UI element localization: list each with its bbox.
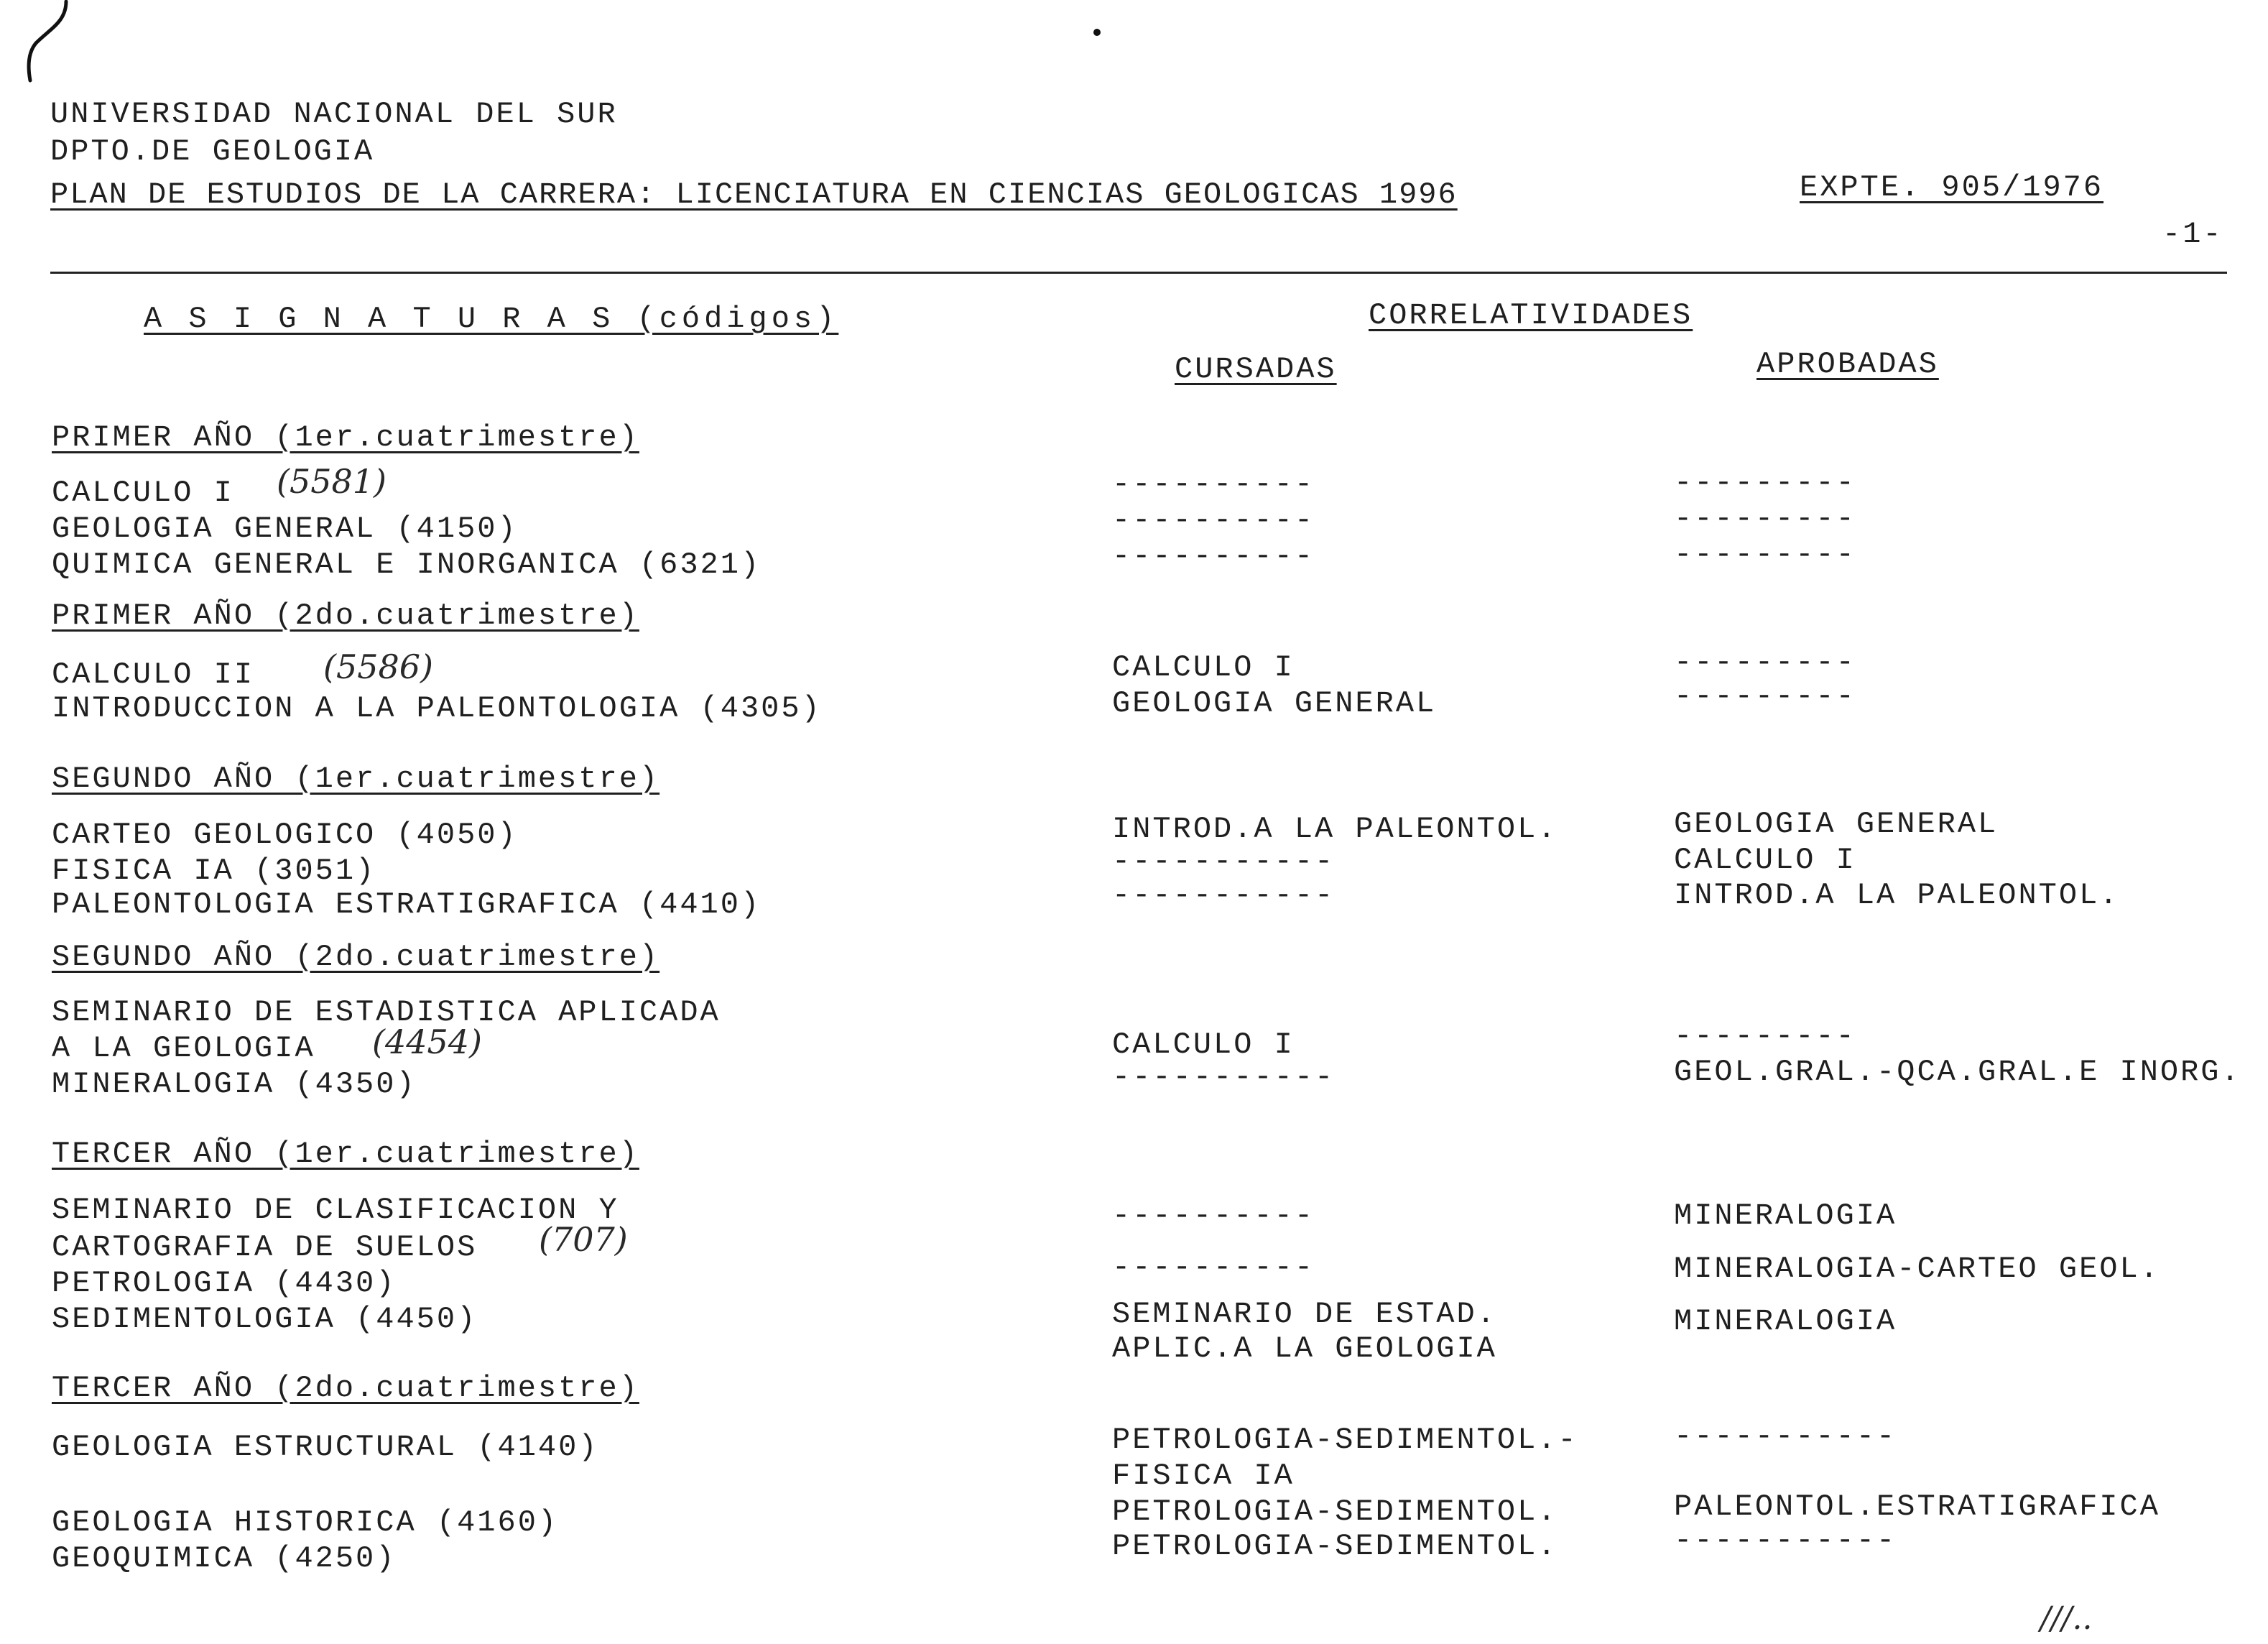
subject-name: CALCULO II: [52, 657, 255, 692]
aprobadas-cell: ---------: [1674, 537, 1856, 572]
aprobadas-cell: ---------: [1674, 1019, 1856, 1053]
subject-name: GEOLOGIA HISTORICA (4160): [52, 1505, 559, 1540]
subject-name-continued: A LA GEOLOGIA: [52, 1031, 315, 1066]
aprobadas-cell: INTROD.A LA PALEONTOL.: [1674, 878, 2120, 913]
subject-name: MINERALOGIA (4350): [52, 1067, 417, 1102]
aprobadas-cell: ---------: [1674, 502, 1856, 536]
handwritten-code: (707): [539, 1220, 628, 1259]
handwritten-code: (4454): [372, 1022, 482, 1061]
header-rule: [50, 272, 2227, 274]
aprobadas-cell: ---------: [1674, 679, 1856, 714]
cursadas-cell: CALCULO I: [1112, 1028, 1295, 1062]
aprobadas-cell: GEOLOGIA GENERAL: [1674, 807, 1999, 841]
subject-name-continued: CARTOGRAFIA DE SUELOS: [52, 1230, 478, 1265]
handwritten-code: (5586): [323, 647, 433, 686]
subject-name: QUIMICA GENERAL E INORGANICA (6321): [52, 548, 762, 582]
cursadas-cell: INTROD.A LA PALEONTOL.: [1112, 812, 1558, 846]
handwritten-code: (5581): [277, 462, 387, 501]
cursadas-cell: -----------: [1112, 878, 1336, 913]
page-number: -1-: [2162, 217, 2223, 251]
university-name: UNIVERSIDAD NACIONAL DEL SUR: [50, 97, 618, 131]
expediente-number: EXPTE. 905/1976: [1800, 170, 2104, 205]
section-title: TERCER AÑO (1er.cuatrimestre): [52, 1137, 639, 1171]
ink-dot: [1092, 27, 1102, 37]
subjects-column-header: A S I G N A T U R A S (códigos): [144, 302, 839, 336]
handwritten-stroke-mark: [22, 0, 79, 86]
section-title: SEGUNDO AÑO (1er.cuatrimestre): [52, 762, 660, 796]
subject-name: SEDIMENTOLOGIA (4450): [52, 1302, 478, 1336]
section-title: TERCER AÑO (2do.cuatrimestre): [52, 1371, 639, 1405]
section-title: PRIMER AÑO (2do.cuatrimestre): [52, 599, 639, 633]
subject-name: GEOLOGIA GENERAL (4150): [52, 512, 518, 546]
subject-name: PALEONTOLOGIA ESTRATIGRAFICA (4410): [52, 887, 762, 922]
subject-name: CALCULO I: [52, 476, 234, 510]
cursadas-cell: ----------: [1112, 539, 1315, 573]
continuation-mark: ///..: [2040, 1600, 2093, 1637]
cursadas-cell: ----------: [1112, 467, 1315, 502]
aprobadas-cell: -----------: [1674, 1523, 1897, 1558]
aprobadas-cell: MINERALOGIA: [1674, 1304, 1897, 1339]
cursadas-header: CURSADAS: [1175, 352, 1337, 387]
cursadas-cell: -----------: [1112, 1060, 1336, 1094]
cursadas-cell: ----------: [1112, 503, 1315, 537]
aprobadas-cell: ---------: [1674, 645, 1856, 680]
cursadas-cell: PETROLOGIA-SEDIMENTOL.: [1112, 1495, 1558, 1529]
cursadas-cell: CALCULO I: [1112, 650, 1295, 685]
aprobadas-cell: -----------: [1674, 1419, 1897, 1454]
cursadas-cell: -----------: [1112, 844, 1336, 879]
cursadas-cell: PETROLOGIA-SEDIMENTOL.: [1112, 1529, 1558, 1564]
subject-name: PETROLOGIA (4430): [52, 1266, 397, 1301]
subject-name: GEOLOGIA ESTRUCTURAL (4140): [52, 1430, 599, 1464]
aprobadas-cell: ---------: [1674, 466, 1856, 500]
cursadas-cell-continued: FISICA IA: [1112, 1459, 1295, 1493]
subject-name: INTRODUCCION A LA PALEONTOLOGIA (4305): [52, 691, 822, 726]
subject-name: FISICA IA (3051): [52, 854, 376, 888]
correlatividades-header: CORRELATIVIDADES: [1369, 298, 1693, 333]
subject-name: SEMINARIO DE ESTADISTICA APLICADA: [52, 995, 721, 1030]
department-name: DPTO.DE GEOLOGIA: [50, 134, 375, 169]
aprobadas-cell: MINERALOGIA: [1674, 1199, 1897, 1233]
cursadas-cell: GEOLOGIA GENERAL: [1112, 686, 1437, 721]
cursadas-cell: ----------: [1112, 1250, 1315, 1285]
section-title: PRIMER AÑO (1er.cuatrimestre): [52, 420, 639, 455]
cursadas-cell: SEMINARIO DE ESTAD.: [1112, 1297, 1497, 1331]
subject-name: CARTEO GEOLOGICO (4050): [52, 818, 518, 852]
aprobadas-cell: PALEONTOL.ESTRATIGRAFICA: [1674, 1490, 2160, 1524]
aprobadas-cell: CALCULO I: [1674, 843, 1856, 877]
aprobadas-header: APROBADAS: [1756, 347, 1939, 382]
aprobadas-cell: MINERALOGIA-CARTEO GEOL.: [1674, 1252, 2160, 1286]
cursadas-cell-continued: APLIC.A LA GEOLOGIA: [1112, 1331, 1497, 1366]
subject-name: GEOQUIMICA (4250): [52, 1541, 397, 1576]
section-title: SEGUNDO AÑO (2do.cuatrimestre): [52, 940, 660, 974]
cursadas-cell: PETROLOGIA-SEDIMENTOL.-: [1112, 1423, 1578, 1457]
cursadas-cell: ----------: [1112, 1199, 1315, 1233]
plan-title: PLAN DE ESTUDIOS DE LA CARRERA: LICENCIATURA EN CIENCIAS GEOLOGICAS 1996: [50, 177, 1458, 212]
subject-name: SEMINARIO DE CLASIFICACION Y: [52, 1193, 619, 1227]
aprobadas-cell: GEOL.GRAL.-QCA.GRAL.E INORG.: [1674, 1055, 2241, 1089]
